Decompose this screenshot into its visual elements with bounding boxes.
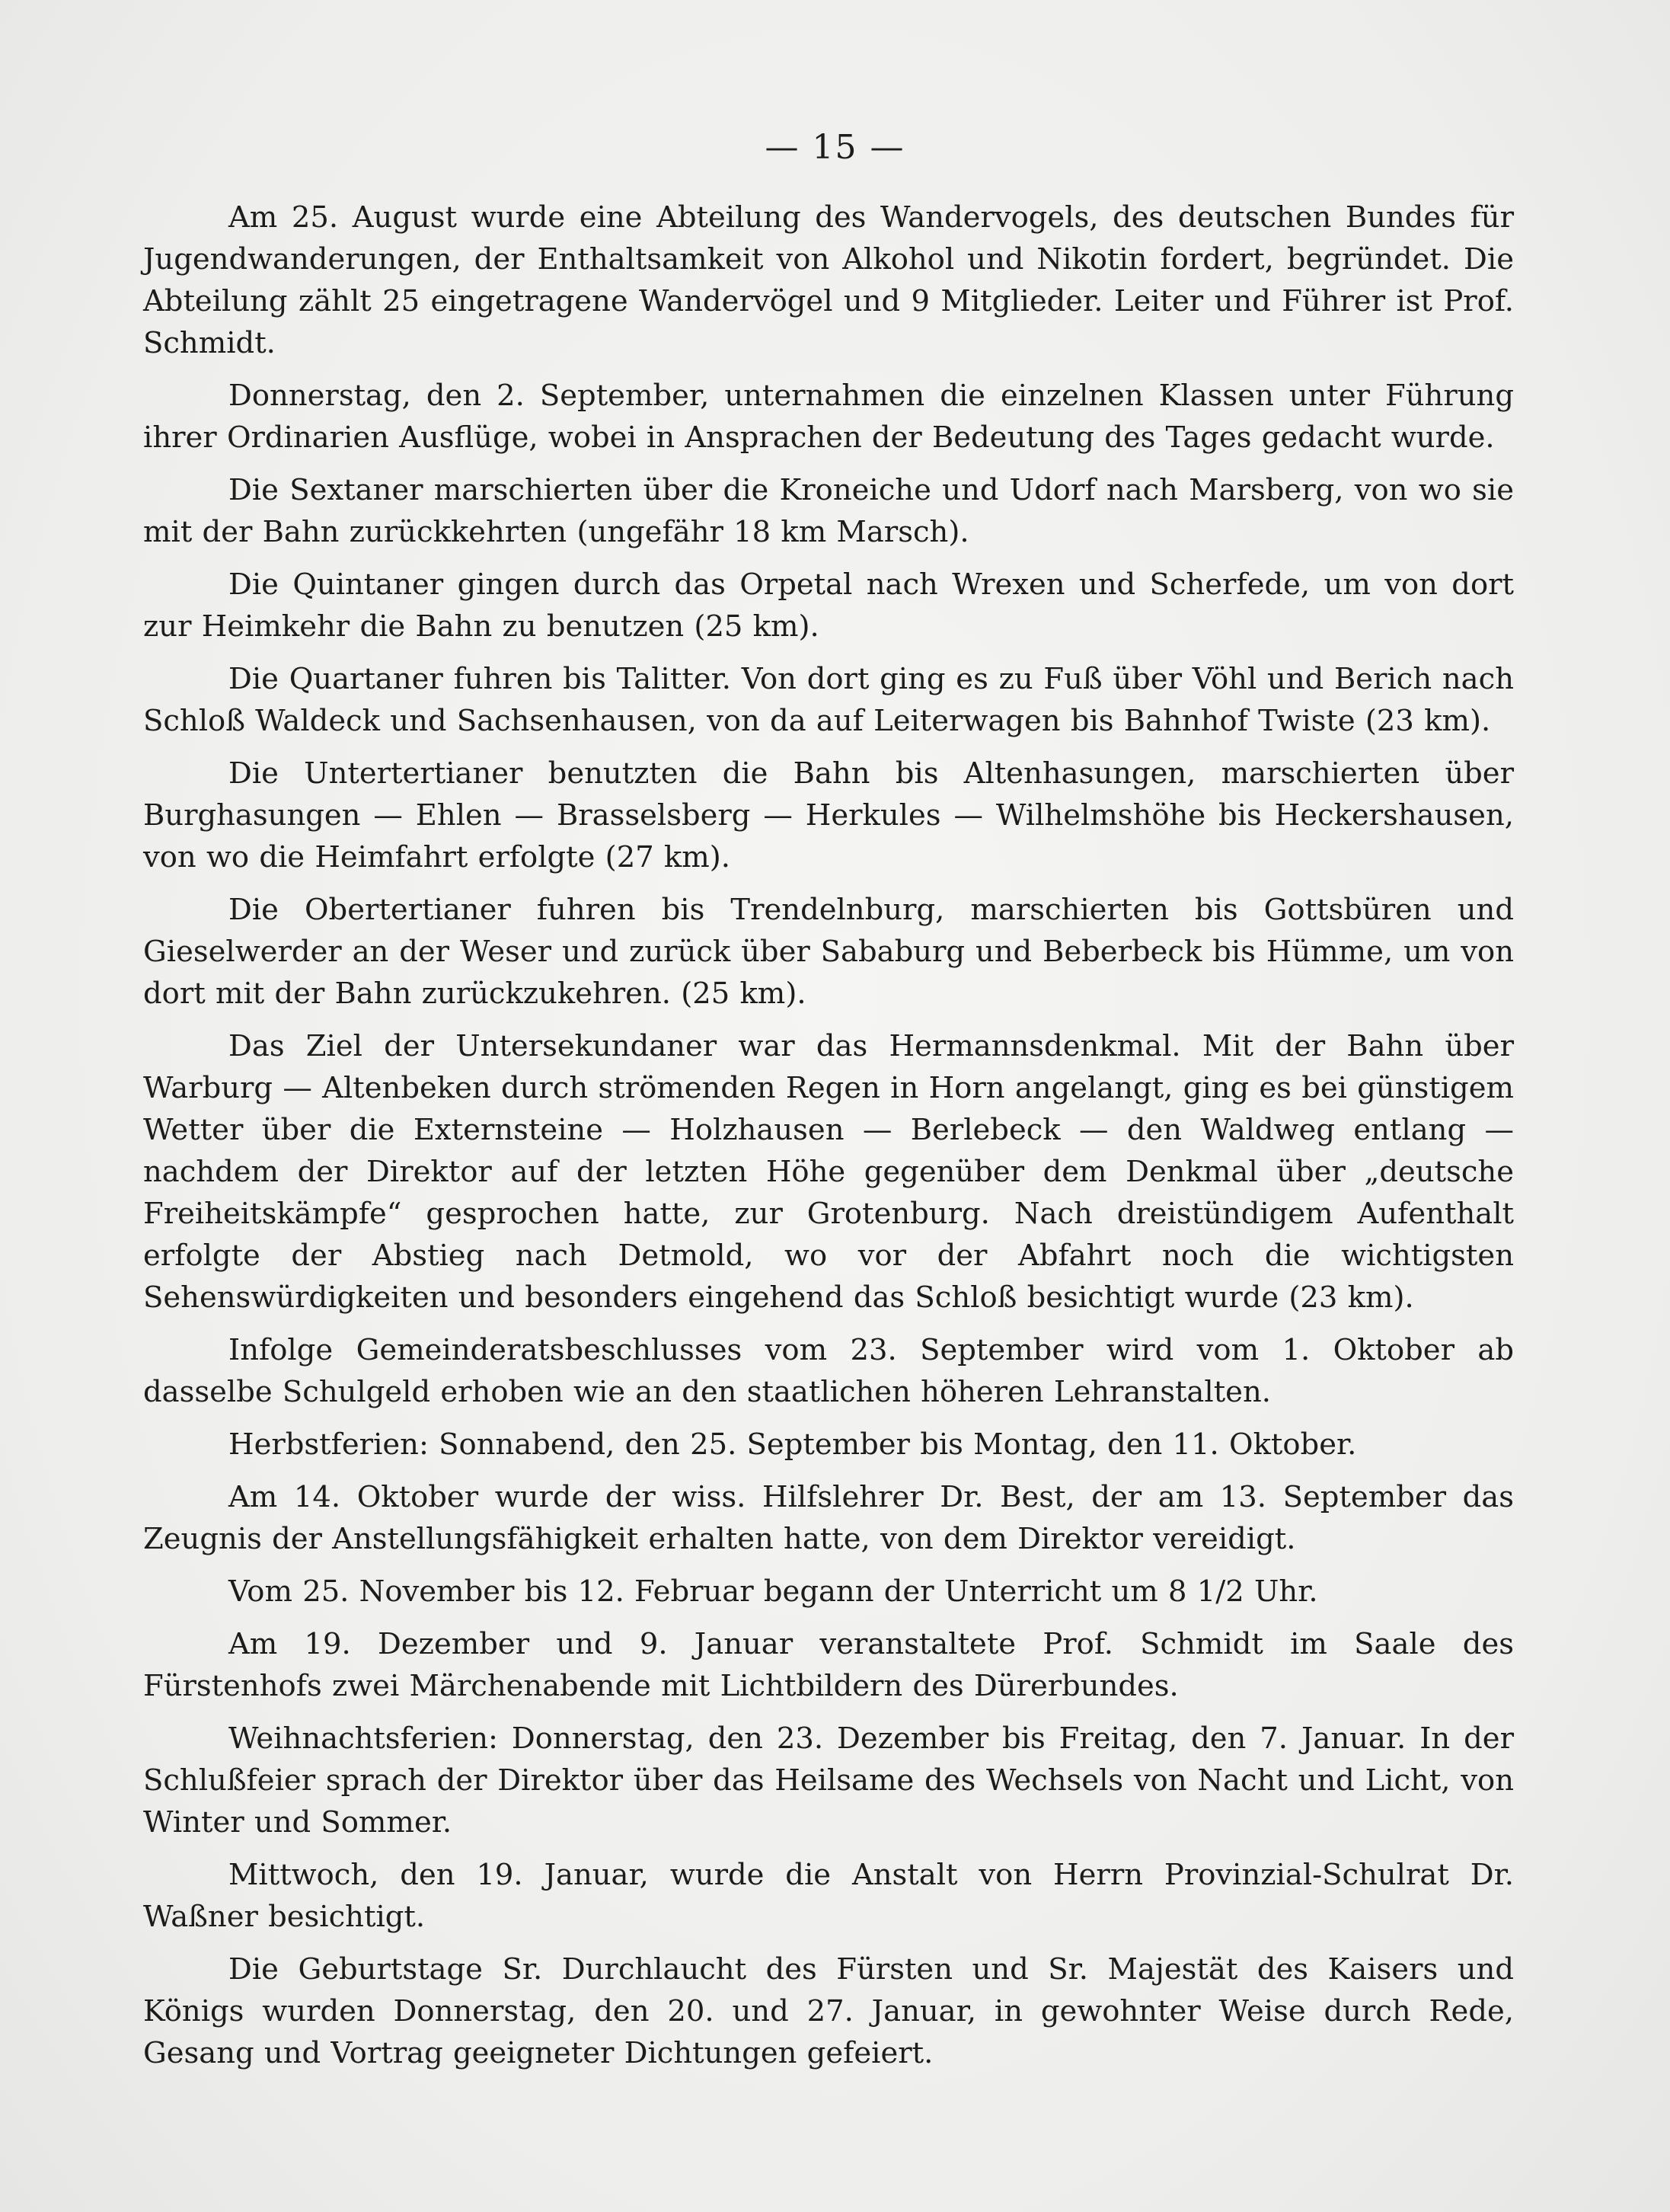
paragraph-wandervogel: Am 25. August wurde eine Abteilung des Wandervogels, des deutschen Bundes für Jugendwanderungen, der Enthaltsamkeit von Alkohol und Nikotin fordert, begründet. Die Abteilung zählt 25 eingetragene Wandervögel und 9 Mitglieder. Leiter und Führer ist Prof. Schmidt.: [143, 200, 1514, 360]
paragraph-vereidigung: Am 14. Oktober wurde der wiss. Hilfslehrer Dr. Best, der am 13. September das Zeugnis der Anstellungsfähigkeit erhalten hatte, von dem Direktor vereidigt.: [143, 1480, 1514, 1556]
paragraph-unterricht: Vom 25. November bis 12. Februar begann der Unterricht um 8 1/2 Uhr.: [228, 1574, 1318, 1609]
paragraph-quartaner: Die Quartaner fuhren bis Talitter. Von dort ging es zu Fuß über Vöhl und Berich nach Schloß Waldeck und Sachsenhausen, von da auf Leiterwagen bis Bahnhof Twiste (23 km).: [143, 662, 1514, 738]
paragraph-obertertianer: Die Obertertianer fuhren bis Trendelnburg, marschierten bis Gottsbüren und Gieselwerder an der Weser und zurück über Sababurg und Beberbeck bis Hümme, um von dort mit der Bahn zurückzukehren. (25 km).: [143, 893, 1514, 1011]
paragraph-untersekundaner: Das Ziel der Untersekundaner war das Hermannsdenkmal. Mit der Bahn über Warburg — Altenbeken durch strömenden Regen in Horn angelangt, ging es bei günstigem Wetter über die Externsteine — Holzhausen — Berlebeck — den Waldweg entlang — nachdem der Direktor auf der letzten Höhe gegenüber dem Denkmal über „deutsche Freiheitskämpfe“ gesprochen hatte, zur Grotenburg. Nach dreistündigem Aufenthalt erfolgte der Abstieg nach Detmold, wo vor der Abfahrt noch die wichtigsten Sehenswürdigkeiten und besonders eingehend das Schloß besichtigt wurde (23 km).: [143, 1029, 1514, 1315]
paragraph-maerchenabende: Am 19. Dezember und 9. Januar veranstaltete Prof. Schmidt im Saale des Fürstenhofs zwei Märchenabende mit Lichtbildern des Dürerbundes.: [143, 1627, 1514, 1703]
paragraph-weihnachtsferien: Weihnachtsferien: Donnerstag, den 23. Dezember bis Freitag, den 7. Januar. In der Schlußfeier sprach der Direktor über das Heilsame des Wechsels von Nacht und Licht, von Winter und Sommer.: [143, 1721, 1514, 1840]
paragraph-ausfluege: Donnerstag, den 2. September, unternahmen die einzelnen Klassen unter Führung ihrer Ordinarien Ausflüge, wobei in Ansprachen der Bedeutung des Tages gedacht wurde.: [143, 379, 1514, 455]
paragraph-sextaner: Die Sextaner marschierten über die Kroneiche und Udorf nach Marsberg, von wo sie mit der Bahn zurückkehrten (ungefähr 18 km Marsch).: [143, 473, 1514, 549]
paragraph-quintaner: Die Quintaner gingen durch das Orpetal nach Wrexen und Scherfede, um von dort zur Heimkehr die Bahn zu benutzen (25 km).: [143, 567, 1514, 644]
body-text: [143, 197, 1514, 2085]
paragraph-geburtstage: Die Geburtstage Sr. Durchlaucht des Fürsten und Sr. Majestät des Kaisers und Königs wurden Donnerstag, den 20. und 27. Januar, in gewohnter Weise durch Rede, Gesang und Vortrag geeigneter Dichtungen gefeiert.: [143, 1952, 1514, 2070]
paragraph-besichtigung: Mittwoch, den 19. Januar, wurde die Anstalt von Herrn Provinzial-Schulrat Dr. Waßner besichtigt.: [143, 1858, 1514, 1934]
paragraph-untertertianer: Die Untertertianer benutzten die Bahn bis Altenhasungen, marschierten über Burghasungen — Ehlen — Brasselsberg — Herkules — Wilhelmshöhe bis Heckershausen, von wo die Heimfahrt erfolgte (27 km).: [143, 756, 1514, 874]
paragraph-schulgeld: Infolge Gemeinderatsbeschlusses vom 23. September wird vom 1. Oktober ab dasselbe Schulgeld erhoben wie an den staatlichen höheren Lehranstalten.: [143, 1333, 1514, 1409]
page-number: — 15 —: [765, 128, 905, 167]
paragraph-herbstferien: Herbstferien: Sonnabend, den 25. September bis Montag, den 11. Oktober.: [228, 1427, 1357, 1462]
